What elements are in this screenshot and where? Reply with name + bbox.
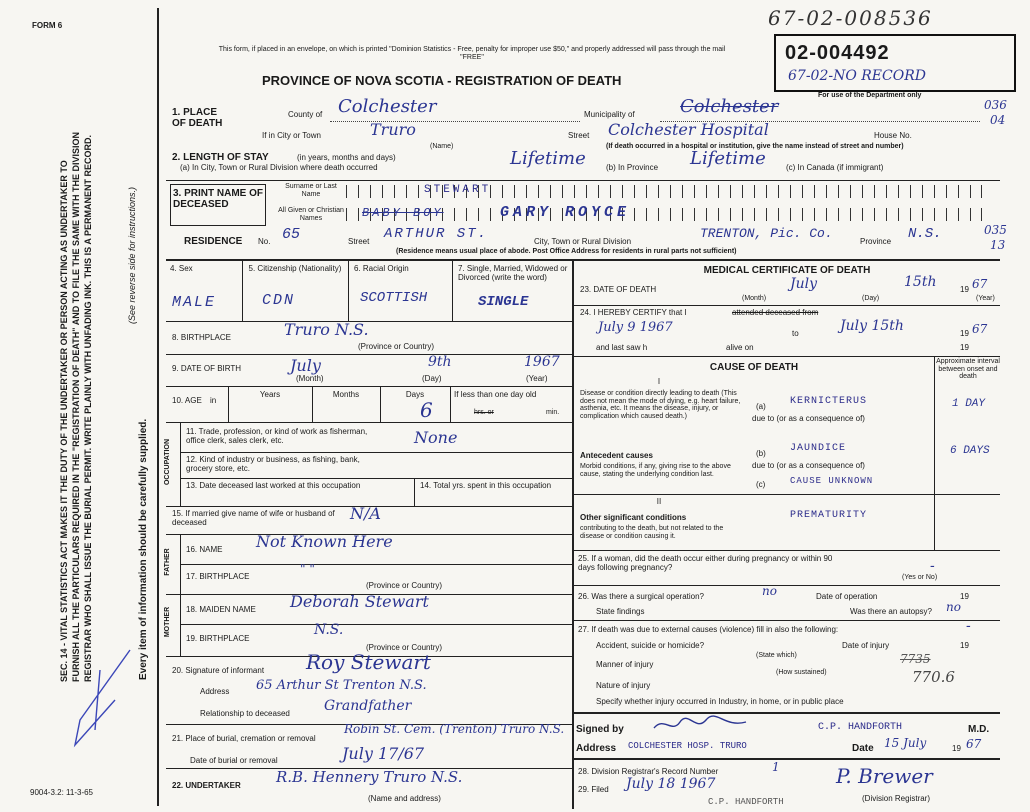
age-in-label: in (210, 396, 217, 405)
occ14-label: 14. Total yrs. spent in this occupation (420, 481, 552, 490)
filed-label: 29. Filed (578, 785, 609, 794)
cause-b-value: JAUNDICE (790, 443, 847, 454)
md-label: M.D. (968, 724, 990, 735)
external-value: - (966, 618, 971, 634)
birthplace-label: 8. BIRTHPLACE (172, 333, 231, 342)
residence-note: (Residence means usual place of abode. Post Office Address for residents in rural parts not sufficient) (396, 248, 737, 255)
side-code-1: 036 (984, 98, 1007, 112)
woman-label: 25. If a woman, did the death occur either during pregnancy or within 90 days following pregnancy? (578, 554, 833, 572)
division-record-label: 28. Division Registrar's Record Number (578, 767, 719, 776)
last-saw-label: and last saw h (596, 343, 648, 352)
occ11-label: 11. Trade, profession, or kind of work as fisherman, office clerk, sales clerk, etc. (186, 427, 368, 445)
dod-day: 15th (904, 274, 937, 290)
certify-label: 24. I HEREBY CERTIFY that I (580, 308, 687, 317)
months-label: Months (332, 390, 360, 399)
occ12-label: 12. Kind of industry or business, as fishing, bank, grocery store, etc. (186, 455, 360, 473)
racial-label: 6. Racial Origin (354, 264, 409, 273)
father-name-value: Not Known Here (256, 532, 393, 551)
autopsy-value: no (946, 600, 961, 614)
yes-no-caption: (Yes or No) (902, 574, 938, 581)
signed-address-value: COLCHESTER HOSP. TRURO (628, 741, 747, 751)
informant-address-label: Address (200, 687, 230, 696)
city-label: If in City or Town (262, 131, 321, 140)
other-value: PREMATURITY (790, 510, 868, 521)
stay-c-label: (c) In Canada (if immigrant) (786, 163, 884, 172)
side-code-2: 04 (990, 113, 1006, 127)
citizenship-label: 5. Citizenship (Nationality) (248, 264, 342, 273)
burial-date-value: July 17/67 (342, 744, 425, 763)
top-serial-number: 67-02-008536 (768, 6, 933, 30)
citizenship-value: CDN (262, 292, 296, 309)
res-no-label: No. (258, 237, 271, 246)
dod-label: 23. DATE OF DEATH (580, 285, 657, 294)
number-note-2: 770.6 (912, 668, 955, 686)
mother-bp-caption: (Province or Country) (366, 643, 443, 652)
operation-19: 19 (960, 592, 969, 601)
informant-address-value: 65 Arthur St Trenton N.S. (256, 678, 427, 693)
form-number: FORM 6 (32, 21, 63, 30)
dod-year-caption: (Year) (976, 295, 995, 302)
occupation-value: None (414, 428, 458, 447)
registration-number: 02-004492 (785, 42, 890, 64)
house-no-label: House No. (874, 131, 912, 140)
division-record-value: 1 (772, 760, 780, 774)
signed-date-value: 15 July (884, 736, 927, 750)
racial-value: SCOTTISH (360, 290, 428, 306)
certify-to-value: July 15th (840, 318, 904, 334)
given-name-value: GARY ROYCE (500, 204, 631, 221)
act-notice: SEC. 14 - VITAL STATISTICS ACT MAKES IT THE DUTY OF THE UNDERTAKER OR PERSON ACTING AS UNDERTAKER TO FURNISH ALL THE PARTICULARS REQUIRED IN THE "REGISTRATION OF DEATH" AND TO FILE THE SAME WITH THE DIVISION REGISTRAR WHO SHALL ISSUE THE BURIAL PERMIT. WRITE PLAINLY WITH UNFADING INK. THIS IS A PERMANENT RECORD. (59, 131, 93, 682)
days-label: Days (405, 390, 425, 399)
father-birthplace-value: " " (300, 562, 315, 576)
woman-value: - (930, 558, 935, 574)
length-of-stay-label: 2. LENGTH OF STAY (172, 152, 269, 163)
handwritten-record-note: 67-02-NO RECORD (788, 68, 926, 84)
due-to-label-2: due to (or as a consequence of) (752, 461, 865, 470)
min-label: min. (546, 409, 560, 416)
dob-label: 9. DATE OF BIRTH (172, 364, 242, 373)
cause-i-label: I (657, 377, 661, 386)
relationship-label: Relationship to deceased (200, 709, 290, 718)
hospital-note: (If death occurred in a hospital or institution, give the name instead of street and number) (606, 143, 904, 150)
side-code-4: 13 (990, 238, 1006, 252)
manner-label: Manner of injury (596, 660, 654, 669)
attended-label: attended deceased from (732, 308, 819, 317)
stay-a-value: Lifetime (510, 148, 586, 169)
state-findings-label: State findings (596, 607, 645, 616)
alive-19: 19 (960, 343, 969, 352)
county-label: County of (288, 110, 323, 119)
spouse-value: N/A (350, 504, 381, 523)
cause-ii-label: II (656, 497, 662, 506)
undertaker-label: 22. UNDERTAKER (172, 781, 241, 790)
form-title: PROVINCE OF NOVA SCOTIA - REGISTRATION OF DEATH (262, 73, 622, 88)
mother-birthplace-value: N.S. (314, 622, 344, 638)
stay-b-value: Lifetime (690, 148, 766, 169)
signed-date-label: Date (852, 743, 874, 754)
date-injury-label: Date of injury (842, 641, 890, 650)
mother-birthplace-label: 19. BIRTHPLACE (186, 634, 250, 643)
street-label: Street (568, 131, 590, 140)
father-bp-caption: (Province or Country) (366, 581, 443, 590)
burial-place-label: 21. Place of burial, cremation or removal (172, 734, 316, 743)
municipality-value: Colchester (680, 96, 779, 117)
informant-label: 20. Signature of informant (172, 666, 265, 675)
signed-by-value: C.P. HANDFORTH (818, 722, 903, 733)
mail-notice: This form, if placed in an envelope, on which is printed "Dominion Statistics - Free, penalty for improper use $50," and properly addressed will pass through the mail "FREE" (218, 46, 726, 61)
dob-month-caption: (Month) (296, 374, 324, 383)
print-name-label: 3. PRINT NAME OF DECEASED (173, 188, 264, 210)
bottom-stamp: C.P. HANDFORTH (708, 797, 784, 807)
due-to-label-1: due to (or as a consequence of) (752, 414, 865, 423)
how-sustained-caption: (How sustained) (776, 669, 827, 676)
cause-b-label: (b) (756, 449, 766, 458)
medical-certificate-title: MEDICAL CERTIFICATE OF DEATH (703, 265, 871, 276)
certify-from-value: July 9 1967 (598, 320, 673, 335)
undertaker-caption: (Name and address) (368, 794, 441, 803)
dob-day-caption: (Day) (422, 374, 442, 383)
occ13-label: 13. Date deceased last worked at this occupation (186, 481, 361, 490)
mother-maiden-label: 18. MAIDEN NAME (186, 605, 256, 614)
years-label: Years (259, 390, 281, 399)
disease-direct-label: Disease or condition directly leading to death (This does not mean the mode of dying, e.g. heart failure, asthenia, etc. It means the disease, injury, or complication which caused death.) (580, 390, 741, 421)
interval-b-value: 6 DAYS (950, 445, 990, 457)
state-which-caption: (State which) (756, 652, 797, 659)
approx-interval-label: Approximate interval between onset and death (936, 358, 1000, 381)
res-street-label: Street (348, 237, 370, 246)
cause-c-value: CAUSE UNKNOWN (790, 476, 874, 486)
margin-scribble (60, 640, 150, 750)
certify-19: 19 (960, 329, 969, 338)
name-caption: (Name) (430, 143, 454, 150)
res-province-value: N.S. (908, 226, 942, 242)
cause-c-label: (c) (756, 480, 766, 489)
other-sub-label: contributing to the death, but not related to the disease or condition causing it. (580, 525, 724, 540)
birthplace-caption: (Province or Country) (358, 342, 435, 351)
county-value: Colchester (338, 96, 437, 117)
dod-year: 67 (972, 277, 988, 291)
stay-sub-label: (in years, months and days) (297, 153, 396, 162)
signed-year: 67 (966, 737, 982, 751)
injury-19: 19 (960, 641, 969, 650)
informant-value: Roy Stewart (306, 650, 431, 674)
side-code-3: 035 (984, 223, 1007, 237)
city-value: Truro (370, 120, 416, 139)
father-name-label: 16. NAME (186, 545, 223, 554)
physician-signature (650, 714, 750, 736)
filed-value: July 18 1967 (626, 776, 716, 792)
signed-by-label: Signed by (576, 724, 624, 735)
surgical-value: no (762, 584, 777, 598)
res-city-value: TRENTON, Pic. Co. (700, 226, 833, 241)
signed-address-label: Address (576, 743, 617, 754)
division-registrar-caption: (Division Registrar) (862, 794, 931, 803)
less-than-day-label: If less than one day old (454, 390, 537, 399)
street-value: Colchester Hospital (608, 120, 769, 139)
res-street-value: ARTHUR ST. (384, 226, 489, 242)
footer-code: 9004-3.2: 11-3-65 (30, 788, 94, 797)
external-label: 27. If death was due to external causes (violence) fill in also the following: (578, 625, 839, 634)
age-label: 10. AGE (172, 396, 202, 405)
given-label: All Given or Christian Names (278, 207, 344, 222)
department-use-label: For use of the Department only (818, 92, 922, 99)
surname-label: Surname or Last Name (285, 183, 337, 198)
given-crossed-value: BABY BOY (362, 206, 444, 220)
dob-year: 1967 (524, 354, 560, 370)
antecedent-sub-label: Morbid conditions, if any, giving rise to the above cause, stating the underlying condition last. (580, 463, 731, 478)
res-province-label: Province (860, 237, 892, 246)
specify-label: Specify whether injury occurred in Industry, in home, or in public place (596, 697, 844, 706)
residence-label: RESIDENCE (184, 236, 243, 247)
burial-place-value: Robin St. Cem. (Trenton) Truro N.S. (344, 722, 565, 736)
father-birthplace-label: 17. BIRTHPLACE (186, 572, 250, 581)
alive-on-label: alive on (726, 343, 754, 352)
occupation-side-label: OCCUPATION (164, 438, 171, 486)
age-days-value: 6 (420, 398, 433, 422)
dod-day-caption: (Day) (862, 295, 880, 302)
dod-month: July (790, 276, 818, 292)
number-note-1: 7735 (900, 652, 931, 666)
careful-note: Every item of information should be carefully supplied. (138, 418, 149, 680)
res-city-label: City, Town or Rural Division (534, 237, 632, 246)
center-divider (572, 259, 574, 809)
certify-year: 67 (972, 322, 988, 336)
other-significant-label: Other significant conditions (580, 513, 687, 522)
stay-a-label: (a) In City, Town or Rural Division where death occurred (180, 163, 378, 172)
surname-value: STEWART (424, 184, 492, 196)
cause-of-death-title: CAUSE OF DEATH (709, 362, 799, 373)
cause-a-label: (a) (756, 402, 766, 411)
date-operation-label: Date of operation (816, 592, 878, 601)
dod-19: 19 (960, 285, 969, 294)
accident-label: Accident, suicide or homicide? (596, 641, 705, 650)
stay-b-label: (b) In Province (606, 163, 659, 172)
mother-side-label: MOTHER (164, 606, 171, 638)
left-border (157, 8, 159, 806)
dob-month: July (290, 356, 321, 375)
marital-label: 7. Single, Married, Widowed or Divorced (write the word) (458, 264, 568, 282)
signed-19: 19 (952, 744, 961, 753)
marital-value: SINGLE (478, 294, 529, 310)
municipality-label: Municipality of (584, 110, 635, 119)
res-no-value: 65 (282, 226, 301, 243)
autopsy-label: Was there an autopsy? (850, 607, 932, 616)
dob-year-caption: (Year) (526, 374, 548, 383)
surgical-label: 26. Was there a surgical operation? (578, 592, 704, 601)
father-side-label: FATHER (164, 548, 171, 576)
sex-value: MALE (172, 294, 217, 311)
instructions-note: (See reverse side for instructions.) (127, 186, 137, 324)
antecedent-label: Antecedent causes (580, 451, 653, 460)
undertaker-value: R.B. Hennery Truro N.S. (276, 768, 463, 786)
hrs-label: hrs. or (474, 409, 494, 416)
nature-label: Nature of injury (596, 681, 651, 690)
burial-date-label: Date of burial or removal (190, 756, 278, 765)
registrar-signature: P. Brewer (836, 764, 933, 788)
sex-label: 4. Sex (170, 264, 193, 273)
dob-day: 9th (428, 354, 452, 370)
relationship-value: Grandfather (324, 698, 412, 714)
cause-a-value: KERNICTERUS (790, 396, 868, 407)
mother-maiden-value: Deborah Stewart (290, 592, 429, 611)
place-of-death-label: 1. PLACE OF DEATH (172, 107, 223, 129)
dod-month-caption: (Month) (742, 295, 767, 302)
birthplace-value: Truro N.S. (284, 320, 369, 339)
spouse-label: 15. If married give name of wife or husband of deceased (172, 509, 335, 527)
interval-a-value: 1 DAY (952, 398, 986, 410)
certify-to-label: to (792, 329, 799, 338)
